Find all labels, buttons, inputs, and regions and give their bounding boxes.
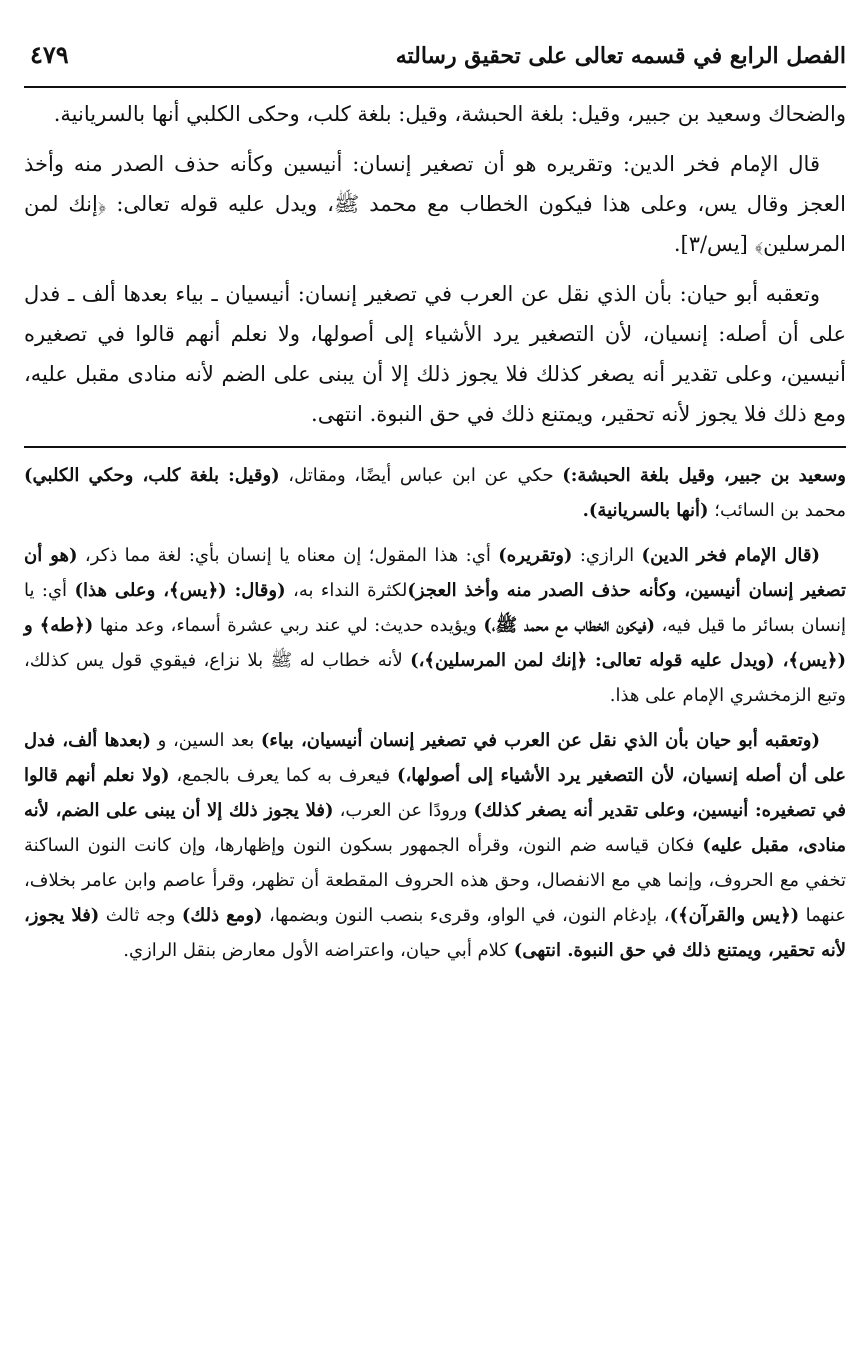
gloss-text: ويؤيده حديث: لي عند ربي عشرة أسماء، وعد منها: [93, 615, 484, 636]
chapter-title: الفصل الرابع في قسمه تعالى على تحقيق رسالته: [395, 43, 846, 69]
gloss-text: فيعرف به كما يعرف بالجمع،: [169, 765, 397, 786]
gloss-text: كلام أبي حيان، واعتراضه الأول معارض بنقل الرازي.: [123, 940, 514, 961]
quoted-text: (وقال: (﴿يس﴾، وعلى هذا): [74, 580, 286, 601]
quoted-text: (فلا يجوز، لأنه تحقير، ويمتنع ذلك في حق النبوة. انتهى): [24, 905, 846, 961]
quoted-text: (﴿يس والقرآن﴾): [669, 905, 800, 926]
gloss-text: فكان قياسه ضم النون، وقرأه الجمهور بسكون النون وإظهارها، وإن كانت النون الساكنة تخفي مع الحروف، وإنما هي مع الانفصال، وحق هذه الحروف المقطعة أن تظهر، وقرأ عاصم وابن عامر بخلاف، عنهما: [24, 835, 846, 926]
main-paragraph: والضحاك وسعيد بن جبير، وقيل: بلغة الحبشة، وقيل: بلغة كلب، وحكى الكلبي أنها بالسريانية.: [53, 102, 846, 126]
main-paragraph: قال الإمام فخر الدين: وتقريره هو أن تصغير إنسان: أنيسين وكأنه حذف الصدر منه وأخذ العجز وقال يس، وعلى هذا فيكون الخطاب مع محمد ﷺ، ويدل عليه قوله تعالى: ﴿إنك لمن المرسلين﴾ [يس/٣].: [24, 152, 846, 256]
gloss-text: لأنه خطاب له ﷺ بلا نزاع، فيقوي قول يس كذلك، وتبع الزمخشري الإمام على هذا.: [24, 650, 846, 706]
quoted-text: وسعيد بن جبير، وقيل بلغة الحبشة:): [562, 465, 846, 486]
gloss-text: حكي عن ابن عباس أيضًا، ومقاتل،: [279, 465, 563, 486]
main-paragraph: وتعقبه أبو حيان: بأن الذي نقل عن العرب في تصغير إنسان: أنيسيان ـ بياء بعدها ألف ـ فدل على أن أصله: إنسيان، لأن التصغير يرد الأشياء إلى أصولها، ولا نعلم أنهم قالوا في تصغيره أنيسين، وعلى تقدير أنه يصغر كذلك فلا يجوز ذلك إلا أن يبنى على الضم لأنه منادى مقبل عليه، ومع ذلك فلا يجوز لأنه تحقير، ويمتنع ذلك في حق النبوة. انتهى.: [24, 282, 846, 426]
gloss-text: الرازي:: [572, 545, 642, 566]
gloss-text: لكثرة النداء به،: [285, 580, 408, 601]
quoted-text: (﴿طه﴾ و (﴿يس﴾، (ويدل عليه قوله تعالى: ﴿إنك لمن المرسلين﴾،): [24, 615, 846, 671]
running-header: [24, 40, 846, 88]
quoted-text: (بعدها ألف، فدل على أن أصله إنسيان، لأن التصغير يرد الأشياء إلى أصولها،): [24, 730, 846, 786]
quoted-text: (وتعقبه أبو حيان بأن الذي نقل عن العرب في تصغير إنسان أنيسيان، بياء): [260, 730, 820, 751]
quoted-text: (فيكون الخطاب مع محمد ﷺ،): [483, 615, 655, 636]
commentary-paragraph: [24, 538, 846, 713]
commentary-paragraph: [24, 723, 846, 968]
quoted-text: (وتقريره): [498, 545, 573, 566]
quoted-text: (وقيل: بلغة كلب، وحكي الكلبي): [24, 465, 280, 486]
quoted-text: (ومع ذلك): [181, 905, 263, 926]
main-text: [24, 94, 846, 434]
quoted-text: (ولا نعلم أنهم قالوا في تصغيره: أنيسين، وعلى تقدير أنه يصغر كذلك): [24, 765, 846, 821]
quoted-text: (هو أن تصغير إنسان أنيسين، وكأنه حذف الصدر منه وأخذ العجز): [24, 545, 847, 601]
gloss-text: وجه ثالث: [99, 905, 182, 926]
quoted-text: (فلا يجوز ذلك إلا أن يبنى على الضم، لأنه منادى، مقبل عليه): [24, 800, 846, 856]
book-page: [24, 40, 846, 978]
quoted-text: (قال الإمام فخر الدين): [641, 545, 820, 566]
gloss-text: أي: هذا المقول؛ إن معناه يا إنسان بأي: لغة مما ذكر،: [77, 545, 499, 566]
commentary-text: [24, 458, 846, 968]
gloss-text: ، بإدغام النون، في الواو، وقرىء بنصب النون وبضمها،: [262, 905, 670, 926]
gloss-text: بعد السين، و: [151, 730, 261, 751]
section-divider: [24, 446, 846, 448]
gloss-text: أي: يا إنسان بسائر ما قيل فيه،: [24, 580, 846, 636]
gloss-text: محمد بن السائب؛: [708, 500, 846, 521]
page-number: ٤٧٩: [30, 40, 69, 69]
quoted-text: (أنها بالسريانية).: [582, 500, 709, 521]
commentary-paragraph: [24, 458, 846, 528]
gloss-text: ورودًا عن العرب،: [333, 800, 474, 821]
